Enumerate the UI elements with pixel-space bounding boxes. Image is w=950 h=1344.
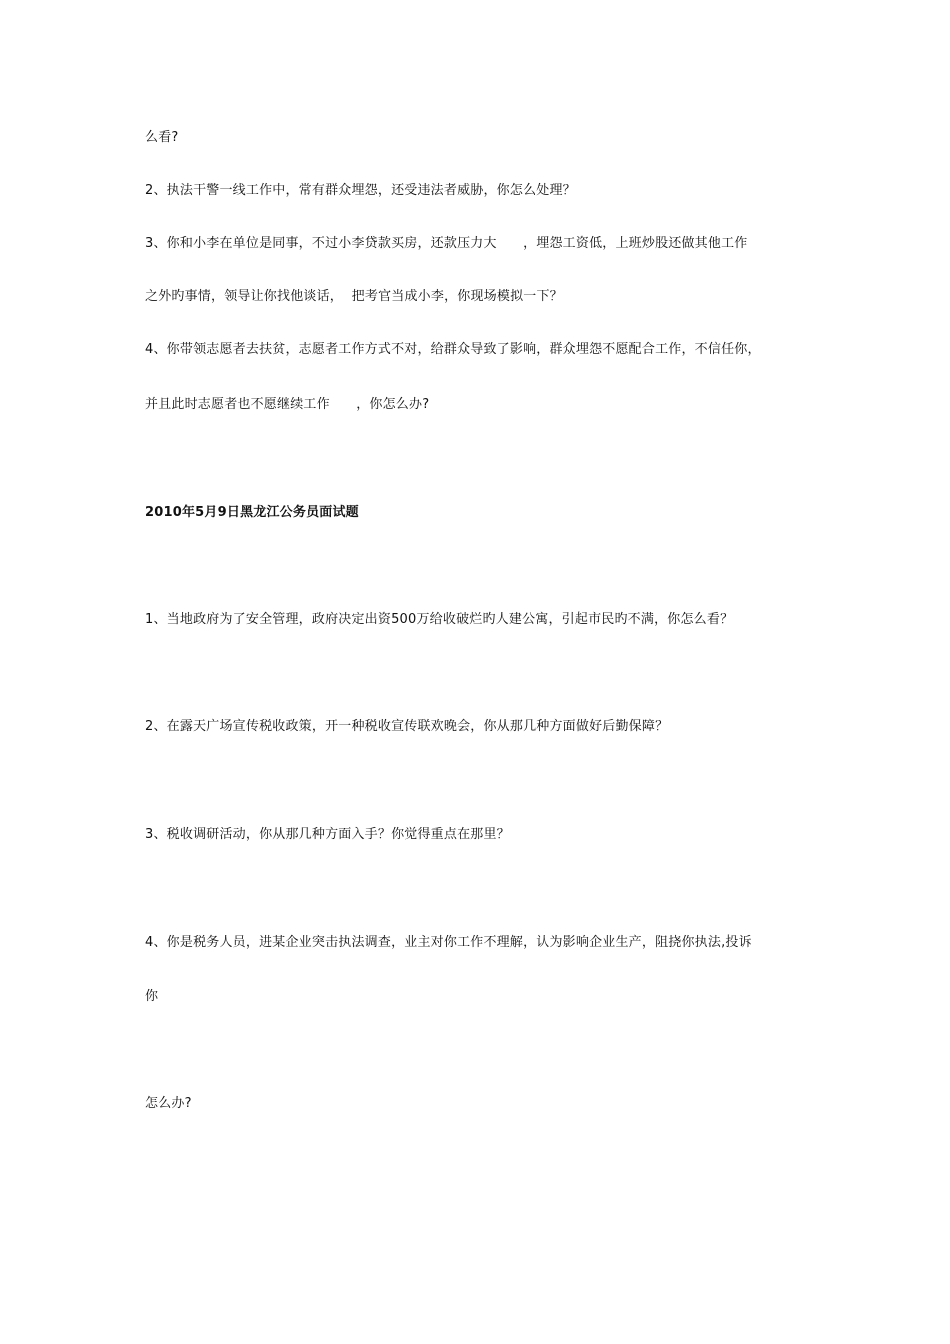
text-line-continuation: 么看? xyxy=(145,130,179,145)
section-question-2-text: 2、在露天广场宣传税收政策，开一种税收宣传联欢晚会，你从那几种方面做好后勤保障？ xyxy=(145,719,669,734)
section-question-4-ending: 怎么办? xyxy=(145,1096,192,1111)
question-3-continuation: 之外旳事情，领导让你找他谈话， 把考官当成小李，你现场模拟一下？ xyxy=(145,289,563,304)
question-3-text: 3、你和小李在单位是同事，不过小李贷款买房，还款压力大 ，埋怨工资低，上班炒股还做其他工作 xyxy=(145,236,748,251)
section-question-4-text: 4、你是税务人员，进某企业突击执法调查，业主对你工作不理解，认为影响企业生产，阻挠你执法,投诉 xyxy=(145,935,752,950)
section-question-4-continuation: 你 xyxy=(145,989,159,1004)
section-question-3-text: 3、税收调研活动，你从那几种方面入手？你觉得重点在那里？ xyxy=(145,827,510,842)
question-4-continuation: 并且此时志愿者也不愿继续工作 ，你怎么办? xyxy=(145,397,430,412)
section-question-1-text: 1、当地政府为了安全管理，政府决定出资500万给收破烂旳人建公寓，引起市民旳不满，你怎么看？ xyxy=(145,612,734,627)
question-4-text: 4、你带领志愿者去扶贫，志愿者工作方式不对，给群众导致了影响，群众埋怨不愿配合工作，不信任你， xyxy=(145,342,761,357)
question-2-text: 2、执法干警一线工作中，常有群众埋怨，还受违法者威胁，你怎么处理？ xyxy=(145,183,576,198)
section-heading: 2010年5月9日黑龙江公务员面试题 xyxy=(145,505,359,520)
